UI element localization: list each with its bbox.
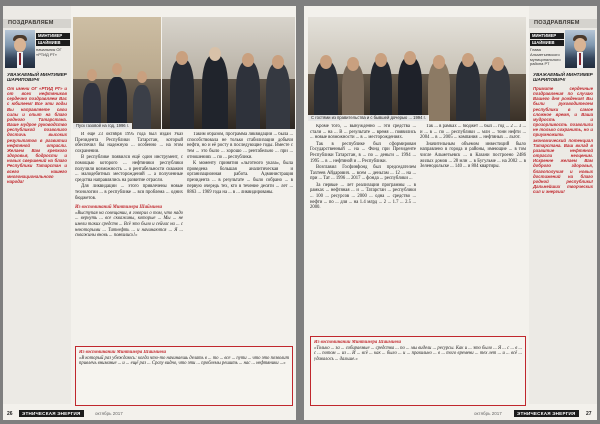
paragraph: В республике появился ещё один инструмент, с помощью которого ... нефтяники республики получили возможность ... о рентабельности скважин ... малодебитных месторождений ... а полученные средства направлялись на развитие отрасли. (75, 155, 183, 184)
quote-heading: Из воспоминаний Минтимера Шаймиева (79, 350, 166, 355)
magazine-name: ЭТНИЧЕСКАЯ ЭНЕРГИЯ (514, 410, 579, 417)
congratulations-sidebar (3, 6, 71, 404)
page-footer (304, 409, 597, 418)
paragraph: Так ... в рамках ... бюджет ... был ... год ... 2 ... 3 ... и ... в ... по ... республики ... млн ... тонн нефти ... 2004 ... в ... 2005 ... компания ... нефтяных ... льгот. (420, 124, 526, 141)
sidebar-heading: ПОЗДРАВЛЯЕМ (529, 19, 597, 28)
greeting-text: Примите сердечные поздравления по случаю Вашего дня рождения! Вы были руководителем республики в самое сложное время, и Ваша мудрость и прозорливость позволили не только сохранить, но и приумножить экономический потенциал Татарстана. Ваш вклад в развитие нефтяной отрасли неоценим. Искренне желаем Вам доброго здоровья, благополучия и новых достижений на благо родной республики! Дальнейших творческих сил и энергии! (533, 86, 593, 195)
paragraph: К моменту принятия «льготного указа», была проведена большая аналитическая и организационная работа. Администрация президента ... в результате ... было собрано ... в первую очередь тех, кто в течение десяти ... лет ... 8863 ... 1969 года на ... в ... ликвидированы. (187, 161, 293, 195)
name-badge-line2: ШАЙМИЕВ (36, 40, 70, 46)
greeting-text: От имени ОГ «РТИД РТ» и от всех нефтяников сердечно поздравляем Вас с юбилеем! Все эти годы Вы направляете свои силы и опыт на благо родного Татарстана. Ваше мудрое руководство республикой позволило достичь высоких результатов в развитии нефтяной отрасли. Желаем Вам крепкого здоровья, бодрости и новых свершений на благо Республики Татарстан и всего нашего многонационального народа! (7, 86, 67, 184)
quote-box (310, 336, 526, 406)
quote-text: «Только ... за ... собираемые ... средства ... по ... мы видели ... ресурсы. Как и ... это было ... Я ... с ... в ... с ... потом ... из ... И ... всё ... как ... было ... и ... правильно ... в ... того времени ... тех лет ... и ... всё ... удавалось ... дальше.» (314, 345, 522, 363)
congratulations-sidebar (529, 6, 597, 404)
news-photo-3 (308, 17, 526, 121)
paragraph: Кроме того, ... вынужденно ... эти средства ... стали ... на ... В ... результате ... время ... появились ... новые возможности ... в ... месторождениях. (310, 124, 416, 141)
quote-text: «Выступая на совещании, я говорил о том, что надо ... вернуть ... все скважины, которые ... Мы ... не имели таких средств ... Всё это было и сейчас на ... с некоторыми ... Татнефть ... и начинаются ... Я ... скважины вновь ... появились!» (75, 210, 183, 239)
portrait-photo (5, 30, 35, 68)
page-number: 27 (586, 411, 592, 417)
issue-date: октябрь 2017 (474, 411, 502, 416)
text-column-2 (187, 132, 293, 297)
news-photo-2 (162, 17, 295, 129)
left-page (3, 6, 296, 420)
person-title: начальник ОГ «РТИД РТ» (36, 47, 62, 57)
quote-heading: Из воспоминаний Минтимера Шаймиева (314, 340, 401, 345)
greeting-addressee: УВАЖАЕМЫЙ МИНТИМЕР ШАРИПОВИЧ! (533, 72, 593, 83)
photo-caption: С гостями из правительства и с бывшей дочерью ... 1994 г. (308, 115, 429, 121)
paragraph: И ещё 23 октября 1995 года был издан Указ Президента Республики Татарстан, который обеспечил бы надежную ... особенно ... на этом сохранении. (75, 132, 183, 155)
photo-caption: Пуск газовой на год, 1996 г. (73, 123, 132, 129)
greeting-addressee: УВАЖАЕМЫЙ МИНТИМЕР ШАРИПОВИЧ! (7, 72, 67, 83)
name-badge-line2: ШАЙМИЕВ (530, 40, 564, 46)
text-column-1 (310, 124, 416, 346)
page-number: 26 (7, 411, 13, 417)
person-title: Глава Альметьевского муниципального района РТ (530, 47, 561, 67)
text-column-1 (75, 132, 183, 360)
paragraph: Возглавил Госфинфонд был председателем Тахтеев Айдарович. ... всем ... деньгам ... 12 ... на ... при ... Тат ... 1996 ... 2017 ... фонда ... республики ... (310, 164, 416, 182)
paragraph: Значительным объемом инвестиций было направлено в города и районы, имеющие ... в том числе Альметьевск ... в Казани построено 2486 жилых домов ... 28 млн ... в Бугульме ... на 2002 ... в Зеленодольске ... 140 ... и 804 квартиры. (420, 141, 526, 170)
quote-heading: Из воспоминаний Минтимера Шаймиева (75, 204, 162, 210)
paragraph: Для ликвидации ... этого привлечены новые технологии ... в республике ... вся проблема ... одних бюджетов. (75, 184, 183, 201)
paragraph: Так в республике был сформирован Государственный ... на ... Фонд при Президенте Республики Татарстан, в ... по ... деньги ... 1994 ... 1995 ... в ... нефтяной и ... Республики. (310, 141, 416, 164)
quote-box (75, 346, 293, 406)
page-footer (3, 409, 296, 418)
name-badge-line1: МИНТИМЕР (530, 33, 564, 39)
magazine-name: ЭТНИЧЕСКАЯ ЭНЕРГИЯ (19, 410, 84, 417)
paragraph: За первые ... лет реализации программы ... в рамках ... нефтяная ... и ... Татарстан ... республики ... 100 ... ресурсов ... 2000 ... одна ... средство ... нефти ... по ... для ... на 1.4 млрд ... 2 ... 1.7 ... 2.5 ... 2000. (310, 182, 416, 211)
issue-date: октябрь 2017 (95, 411, 123, 416)
right-page (304, 6, 597, 420)
quote-text: «В который раз убеждаюсь: когда что-то начинаешь делать в ... то ... все ... пути ... что это позволит привлечь внимание ... и ... ещё раз ... Сразу видно, что эти ... проблемы решить ... нас ... нефтяники ...» (79, 355, 289, 367)
news-photo-1 (73, 17, 161, 129)
sidebar-heading: ПОЗДРАВЛЯЕМ (3, 19, 71, 28)
paragraph: Таким образом, программа ликвидации ... была ... способствовала не только стабилизации добычи нефти, но и её росту в последующие годы. Вместе с тем ... это было ... хорошо ... рентабельно ... при ... отношениях ... по ... республики. (187, 132, 293, 160)
portrait-photo (565, 30, 595, 68)
text-column-2 (420, 124, 526, 346)
name-badge-line1: МИНТИМЕР (36, 33, 70, 39)
